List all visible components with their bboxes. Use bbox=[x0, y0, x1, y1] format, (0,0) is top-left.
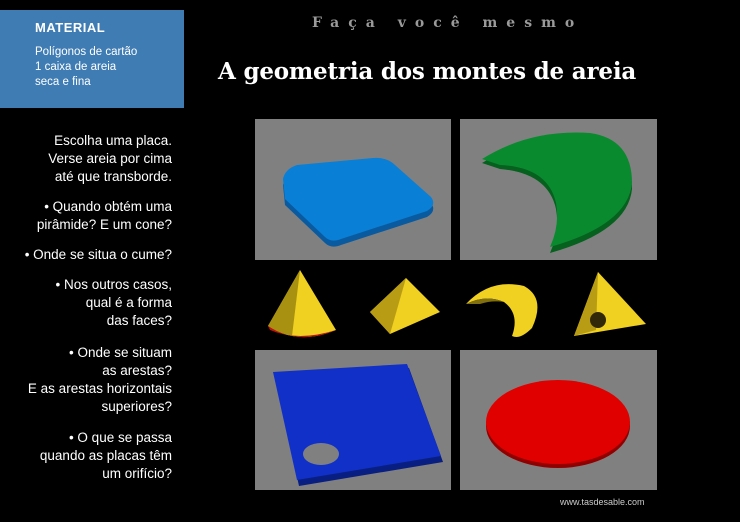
square-plate-with-hole-image bbox=[255, 350, 451, 490]
material-box bbox=[0, 10, 184, 108]
question-2: • Quando obtém uma pirâmide? E um cone? bbox=[36, 199, 172, 232]
question-6: • O que se passa quando as placas têm um orifício? bbox=[39, 430, 172, 481]
website-credit: www.tasdesable.com bbox=[560, 497, 645, 507]
circular-plate-image bbox=[460, 350, 657, 490]
page-subtitle: Faça você mesmo bbox=[312, 15, 584, 31]
sand-cone-image bbox=[258, 264, 348, 346]
sand-crescent-mound-image bbox=[460, 264, 550, 346]
sand-mound-with-hole-image bbox=[566, 264, 656, 346]
questions-list bbox=[0, 132, 172, 483]
material-items: Polígonos de cartão 1 caixa de areia seca e fina bbox=[35, 46, 138, 88]
question-4: • Nos outros casos, qual é a forma das faces? bbox=[55, 277, 172, 328]
question-3: • Onde se situa o cume? bbox=[24, 247, 172, 262]
question-5: • Onde se situam as arestas? E as arestas horizontais superiores? bbox=[27, 345, 172, 414]
crescent-plate-image bbox=[460, 119, 657, 260]
material-title: MATERIAL bbox=[35, 20, 106, 35]
question-1: Escolha uma placa. Verse areia por cima até que transborde. bbox=[48, 133, 172, 184]
page-title: A geometria dos montes de areia bbox=[218, 58, 637, 85]
rounded-square-plate-image bbox=[255, 119, 451, 260]
sand-pyramid-image bbox=[360, 264, 450, 346]
